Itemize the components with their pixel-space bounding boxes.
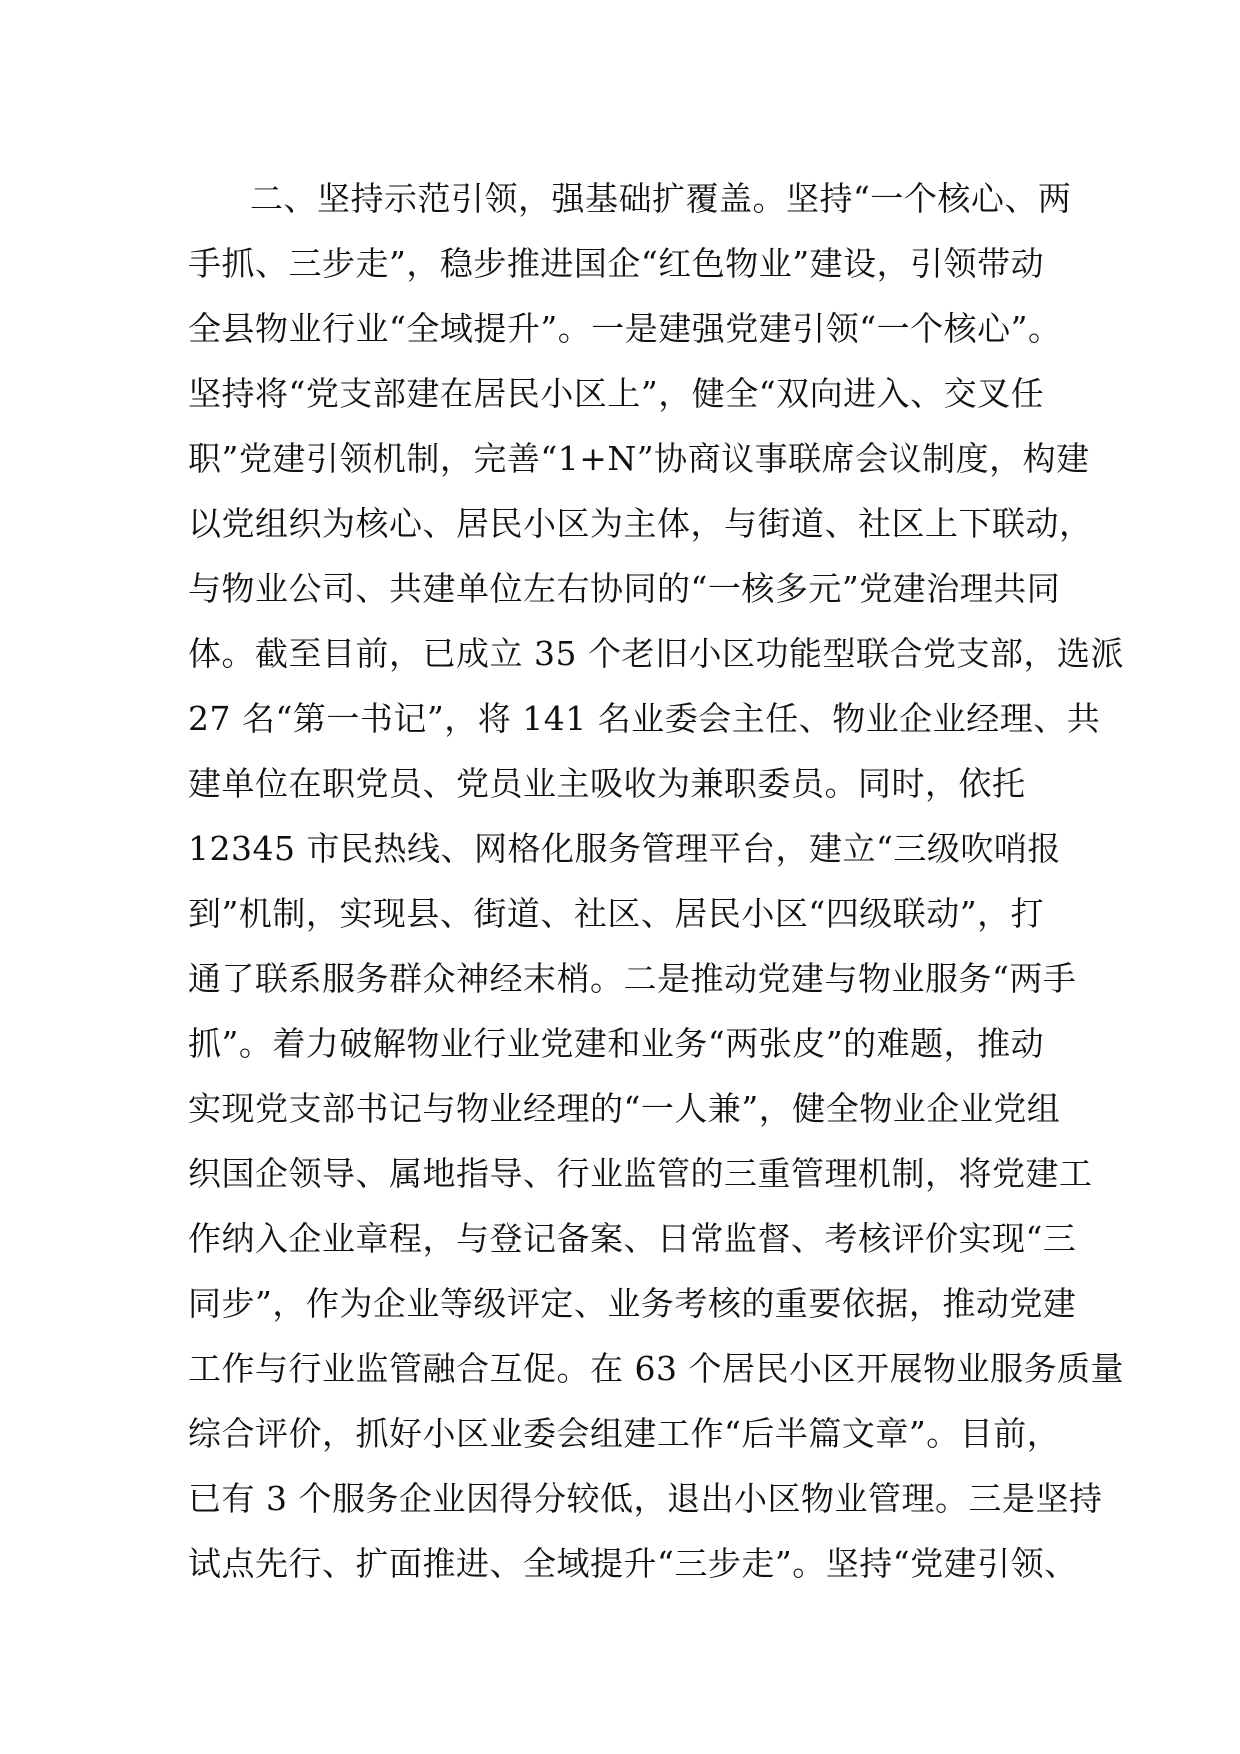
paragraph-line: 职”党建引领机制，完善“1+N”协商议事联席会议制度，构建 <box>188 439 1090 478</box>
paragraph-line: 工作与行业监管融合互促。在 63 个居民小区开展物业服务质量 <box>188 1349 1124 1388</box>
paragraph-line: 全县物业行业“全域提升”。一是建强党建引领“一个核心”。 <box>188 309 1062 348</box>
paragraph-line: 手抓、三步走”，稳步推进国企“红色物业”建设，引领带动 <box>188 244 1045 283</box>
paragraph-line: 通了联系服务群众神经末梢。二是推动党建与物业服务“两手 <box>188 959 1077 998</box>
paragraph-line: 与物业公司、共建单位左右协同的“一核多元”党建治理共同 <box>188 569 1061 608</box>
paragraph-line: 二、坚持示范引领，强基础扩覆盖。坚持“一个核心、两 <box>250 179 1072 218</box>
paragraph-line: 实现党支部书记与物业经理的“一人兼”，健全物业企业党组 <box>188 1089 1061 1128</box>
paragraph-line: 织国企领导、属地指导、行业监管的三重管理机制，将党建工 <box>188 1154 1093 1193</box>
paragraph-line: 综合评价，抓好小区业委会组建工作“后半篇文章”。目前， <box>188 1414 1061 1453</box>
paragraph-line: 抓”。着力破解物业行业党建和业务“两张皮”的难题，推动 <box>188 1024 1045 1063</box>
paragraph-line: 建单位在职党员、党员业主吸收为兼职委员。同时，依托 <box>188 764 1026 803</box>
paragraph-line: 27 名“第一书记”，将 141 名业委会主任、物业企业经理、共 <box>188 699 1101 738</box>
paragraph-line: 作纳入企业章程，与登记备案、日常监督、考核评价实现“三 <box>188 1219 1077 1258</box>
paragraph-line: 同步”，作为企业等级评定、业务考核的重要依据，推动党建 <box>188 1284 1077 1323</box>
paragraph-line: 试点先行、扩面推进、全域提升“三步走”。坚持“党建引领、 <box>188 1544 1078 1583</box>
paragraph-line: 坚持将“党支部建在居民小区上”，健全“双向进入、交叉任 <box>188 374 1045 413</box>
paragraph-line: 已有 3 个服务企业因得分较低，退出小区物业管理。三是坚持 <box>188 1479 1103 1518</box>
paragraph-line: 体。截至目前，已成立 35 个老旧小区功能型联合党支部，选派 <box>188 634 1124 673</box>
body-paragraph <box>188 166 1124 1596</box>
paragraph-line: 12345 市民热线、网格化服务管理平台，建立“三级吹哨报 <box>188 829 1061 868</box>
paragraph-line: 到”机制，实现县、街道、社区、居民小区“四级联动”，打 <box>188 894 1045 933</box>
paragraph-line: 以党组织为核心、居民小区为主体，与街道、社区上下联动， <box>188 504 1093 543</box>
